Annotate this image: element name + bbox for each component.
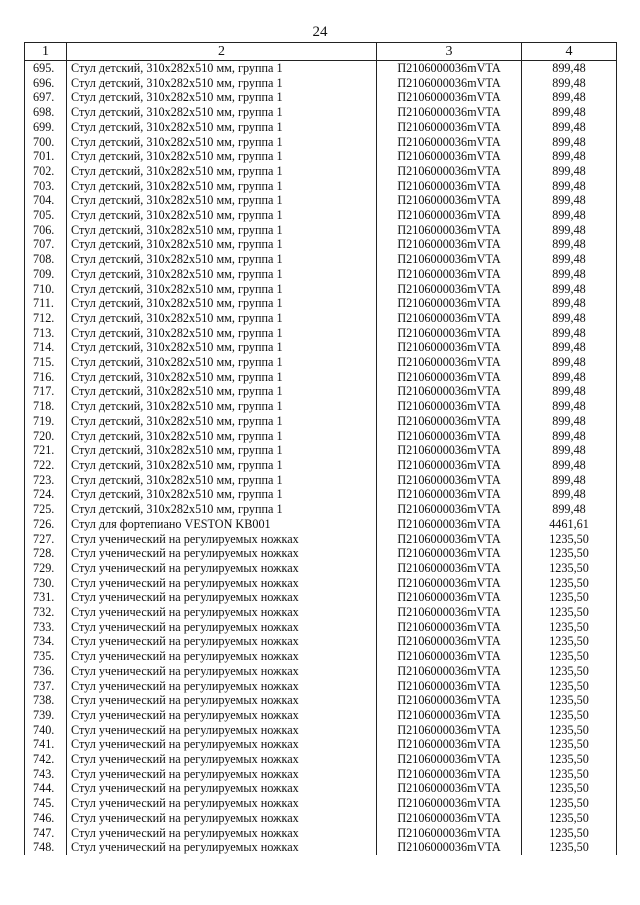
row-number: 705. — [25, 208, 67, 223]
item-name: Стул ученический на регулируемых ножках — [67, 723, 377, 738]
table-row — [25, 237, 617, 252]
table-row — [25, 120, 617, 135]
row-number: 698. — [25, 105, 67, 120]
table-row — [25, 634, 617, 649]
table-row — [25, 384, 617, 399]
table-row — [25, 664, 617, 679]
item-name: Стул детский, 310x282x510 мм, группа 1 — [67, 164, 377, 179]
item-name: Стул детский, 310x282x510 мм, группа 1 — [67, 487, 377, 502]
row-number: 706. — [25, 223, 67, 238]
table-row — [25, 105, 617, 120]
table-row — [25, 693, 617, 708]
inventory-code: П2106000036mVTA — [377, 252, 522, 267]
table-row — [25, 370, 617, 385]
inventory-code: П2106000036mVTA — [377, 767, 522, 782]
inventory-code: П2106000036mVTA — [377, 355, 522, 370]
item-price: 1235,50 — [522, 576, 617, 591]
table-row — [25, 179, 617, 194]
item-name: Стул детский, 310x282x510 мм, группа 1 — [67, 340, 377, 355]
column-header-code: 3 — [377, 43, 522, 61]
table-row — [25, 561, 617, 576]
row-number: 714. — [25, 340, 67, 355]
inventory-code: П2106000036mVTA — [377, 723, 522, 738]
inventory-code: П2106000036mVTA — [377, 473, 522, 488]
table-row — [25, 679, 617, 694]
item-price: 899,48 — [522, 355, 617, 370]
row-number: 746. — [25, 811, 67, 826]
row-number: 733. — [25, 620, 67, 635]
item-price: 1235,50 — [522, 679, 617, 694]
row-number: 743. — [25, 767, 67, 782]
inventory-code: П2106000036mVTA — [377, 561, 522, 576]
row-number: 729. — [25, 561, 67, 576]
inventory-code: П2106000036mVTA — [377, 605, 522, 620]
inventory-code: П2106000036mVTA — [377, 737, 522, 752]
inventory-code: П2106000036mVTA — [377, 649, 522, 664]
row-number: 747. — [25, 826, 67, 841]
table-row — [25, 164, 617, 179]
row-number: 725. — [25, 502, 67, 517]
row-number: 699. — [25, 120, 67, 135]
item-price: 1235,50 — [522, 590, 617, 605]
item-name: Стул ученический на регулируемых ножках — [67, 796, 377, 811]
inventory-code: П2106000036mVTA — [377, 76, 522, 91]
row-number: 713. — [25, 326, 67, 341]
table-row — [25, 458, 617, 473]
item-price: 1235,50 — [522, 796, 617, 811]
item-name: Стул детский, 310x282x510 мм, группа 1 — [67, 311, 377, 326]
item-name: Стул детский, 310x282x510 мм, группа 1 — [67, 267, 377, 282]
row-number: 742. — [25, 752, 67, 767]
item-name: Стул ученический на регулируемых ножках — [67, 605, 377, 620]
inventory-code: П2106000036mVTA — [377, 664, 522, 679]
inventory-code: П2106000036mVTA — [377, 149, 522, 164]
item-name: Стул ученический на регулируемых ножках — [67, 634, 377, 649]
row-number: 745. — [25, 796, 67, 811]
row-number: 703. — [25, 179, 67, 194]
item-price: 1235,50 — [522, 826, 617, 841]
table-row — [25, 135, 617, 150]
item-name: Стул детский, 310x282x510 мм, группа 1 — [67, 384, 377, 399]
item-price: 899,48 — [522, 414, 617, 429]
row-number: 728. — [25, 546, 67, 561]
row-number: 726. — [25, 517, 67, 532]
row-number: 730. — [25, 576, 67, 591]
item-name: Стул детский, 310x282x510 мм, группа 1 — [67, 237, 377, 252]
item-price: 1235,50 — [522, 561, 617, 576]
table-row — [25, 840, 617, 855]
inventory-code: П2106000036mVTA — [377, 90, 522, 105]
inventory-code: П2106000036mVTA — [377, 517, 522, 532]
row-number: 707. — [25, 237, 67, 252]
table-row — [25, 826, 617, 841]
inventory-code: П2106000036mVTA — [377, 532, 522, 547]
table-row — [25, 414, 617, 429]
item-name: Стул детский, 310x282x510 мм, группа 1 — [67, 149, 377, 164]
item-name: Стул ученический на регулируемых ножках — [67, 752, 377, 767]
item-name: Стул детский, 310x282x510 мм, группа 1 — [67, 443, 377, 458]
item-price: 899,48 — [522, 267, 617, 282]
item-price: 899,48 — [522, 120, 617, 135]
inventory-code: П2106000036mVTA — [377, 340, 522, 355]
table-row — [25, 532, 617, 547]
item-price: 899,48 — [522, 149, 617, 164]
item-price: 899,48 — [522, 429, 617, 444]
table-row — [25, 355, 617, 370]
item-name: Стул детский, 310x282x510 мм, группа 1 — [67, 135, 377, 150]
item-price: 899,48 — [522, 473, 617, 488]
table-row — [25, 576, 617, 591]
item-name: Стул ученический на регулируемых ножках — [67, 708, 377, 723]
item-name: Стул ученический на регулируемых ножках — [67, 693, 377, 708]
item-price: 899,48 — [522, 179, 617, 194]
item-price: 1235,50 — [522, 767, 617, 782]
table-row — [25, 723, 617, 738]
inventory-code: П2106000036mVTA — [377, 414, 522, 429]
inventory-code: П2106000036mVTA — [377, 384, 522, 399]
table-row — [25, 208, 617, 223]
row-number: 696. — [25, 76, 67, 91]
inventory-code: П2106000036mVTA — [377, 429, 522, 444]
row-number: 741. — [25, 737, 67, 752]
item-price: 899,48 — [522, 443, 617, 458]
inventory-code: П2106000036mVTA — [377, 326, 522, 341]
item-price: 899,48 — [522, 399, 617, 414]
item-price: 1235,50 — [522, 723, 617, 738]
table-row — [25, 326, 617, 341]
item-price: 899,48 — [522, 282, 617, 297]
inventory-code: П2106000036mVTA — [377, 193, 522, 208]
table-row — [25, 487, 617, 502]
table-row — [25, 781, 617, 796]
item-price: 899,48 — [522, 370, 617, 385]
item-name: Стул детский, 310x282x510 мм, группа 1 — [67, 120, 377, 135]
item-name: Стул детский, 310x282x510 мм, группа 1 — [67, 105, 377, 120]
row-number: 723. — [25, 473, 67, 488]
item-name: Стул ученический на регулируемых ножках — [67, 576, 377, 591]
item-name: Стул ученический на регулируемых ножках — [67, 811, 377, 826]
table-row — [25, 546, 617, 561]
table-row — [25, 340, 617, 355]
inventory-code: П2106000036mVTA — [377, 179, 522, 194]
table-row — [25, 90, 617, 105]
row-number: 732. — [25, 605, 67, 620]
item-price: 899,48 — [522, 458, 617, 473]
item-price: 899,48 — [522, 76, 617, 91]
item-price: 899,48 — [522, 384, 617, 399]
item-name: Стул детский, 310x282x510 мм, группа 1 — [67, 61, 377, 76]
item-price: 899,48 — [522, 311, 617, 326]
item-price: 1235,50 — [522, 840, 617, 855]
table-row — [25, 502, 617, 517]
item-name: Стул ученический на регулируемых ножках — [67, 840, 377, 855]
inventory-code: П2106000036mVTA — [377, 796, 522, 811]
inventory-code: П2106000036mVTA — [377, 399, 522, 414]
item-price: 899,48 — [522, 502, 617, 517]
inventory-code: П2106000036mVTA — [377, 296, 522, 311]
item-price: 899,48 — [522, 296, 617, 311]
row-number: 715. — [25, 355, 67, 370]
item-price: 1235,50 — [522, 737, 617, 752]
item-name: Стул ученический на регулируемых ножках — [67, 737, 377, 752]
item-name: Стул детский, 310x282x510 мм, группа 1 — [67, 473, 377, 488]
inventory-code: П2106000036mVTA — [377, 282, 522, 297]
item-name: Стул детский, 310x282x510 мм, группа 1 — [67, 326, 377, 341]
inventory-code: П2106000036mVTA — [377, 590, 522, 605]
table-row — [25, 767, 617, 782]
item-name: Стул детский, 310x282x510 мм, группа 1 — [67, 429, 377, 444]
table-row — [25, 296, 617, 311]
item-price: 1235,50 — [522, 620, 617, 635]
inventory-code: П2106000036mVTA — [377, 781, 522, 796]
table-row — [25, 223, 617, 238]
item-name: Стул ученический на регулируемых ножках — [67, 767, 377, 782]
item-name: Стул детский, 310x282x510 мм, группа 1 — [67, 414, 377, 429]
inventory-code: П2106000036mVTA — [377, 370, 522, 385]
item-name: Стул детский, 310x282x510 мм, группа 1 — [67, 76, 377, 91]
row-number: 717. — [25, 384, 67, 399]
item-price: 899,48 — [522, 340, 617, 355]
item-name: Стул для фортепиано VESTON KB001 — [67, 517, 377, 532]
inventory-code: П2106000036mVTA — [377, 840, 522, 855]
row-number: 697. — [25, 90, 67, 105]
inventory-code: П2106000036mVTA — [377, 164, 522, 179]
item-price: 1235,50 — [522, 649, 617, 664]
inventory-code: П2106000036mVTA — [377, 267, 522, 282]
page-number: 24 — [312, 24, 328, 40]
table-row — [25, 649, 617, 664]
item-name: Стул ученический на регулируемых ножках — [67, 546, 377, 561]
item-name: Стул ученический на регулируемых ножках — [67, 781, 377, 796]
item-name: Стул детский, 310x282x510 мм, группа 1 — [67, 193, 377, 208]
table-row — [25, 737, 617, 752]
item-price: 1235,50 — [522, 781, 617, 796]
row-number: 711. — [25, 296, 67, 311]
table-row — [25, 61, 617, 76]
item-name: Стул ученический на регулируемых ножках — [67, 620, 377, 635]
inventory-code: П2106000036mVTA — [377, 237, 522, 252]
table-row — [25, 811, 617, 826]
row-number: 744. — [25, 781, 67, 796]
row-number: 712. — [25, 311, 67, 326]
item-price: 1235,50 — [522, 532, 617, 547]
row-number: 748. — [25, 840, 67, 855]
item-price: 899,48 — [522, 326, 617, 341]
inventory-code: П2106000036mVTA — [377, 443, 522, 458]
item-name: Стул детский, 310x282x510 мм, группа 1 — [67, 370, 377, 385]
table-row — [25, 76, 617, 91]
table-row — [25, 252, 617, 267]
inventory-code: П2106000036mVTA — [377, 105, 522, 120]
item-name: Стул детский, 310x282x510 мм, группа 1 — [67, 355, 377, 370]
table-row — [25, 193, 617, 208]
inventory-code: П2106000036mVTA — [377, 120, 522, 135]
row-number: 702. — [25, 164, 67, 179]
row-number: 721. — [25, 443, 67, 458]
item-price: 1235,50 — [522, 811, 617, 826]
item-price: 899,48 — [522, 193, 617, 208]
item-price: 899,48 — [522, 487, 617, 502]
item-name: Стул ученический на регулируемых ножках — [67, 590, 377, 605]
row-number: 704. — [25, 193, 67, 208]
row-number: 738. — [25, 693, 67, 708]
table-body — [25, 61, 617, 855]
row-number: 708. — [25, 252, 67, 267]
row-number: 740. — [25, 723, 67, 738]
item-price: 899,48 — [522, 135, 617, 150]
inventory-code: П2106000036mVTA — [377, 135, 522, 150]
row-number: 701. — [25, 149, 67, 164]
row-number: 716. — [25, 370, 67, 385]
column-header-price: 4 — [522, 43, 617, 61]
item-name: Стул детский, 310x282x510 мм, группа 1 — [67, 458, 377, 473]
table-row — [25, 311, 617, 326]
inventory-code: П2106000036mVTA — [377, 826, 522, 841]
table-row — [25, 517, 617, 532]
row-number: 719. — [25, 414, 67, 429]
row-number: 734. — [25, 634, 67, 649]
inventory-code: П2106000036mVTA — [377, 502, 522, 517]
table-row — [25, 620, 617, 635]
row-number: 724. — [25, 487, 67, 502]
row-number: 735. — [25, 649, 67, 664]
table-row — [25, 796, 617, 811]
table-row — [25, 590, 617, 605]
item-price: 1235,50 — [522, 546, 617, 561]
item-price: 1235,50 — [522, 605, 617, 620]
item-price: 899,48 — [522, 90, 617, 105]
inventory-code: П2106000036mVTA — [377, 679, 522, 694]
table-row — [25, 605, 617, 620]
inventory-code: П2106000036mVTA — [377, 311, 522, 326]
item-price: 1235,50 — [522, 752, 617, 767]
item-price: 1235,50 — [522, 634, 617, 649]
item-name: Стул детский, 310x282x510 мм, группа 1 — [67, 223, 377, 238]
inventory-code: П2106000036mVTA — [377, 546, 522, 561]
row-number: 710. — [25, 282, 67, 297]
inventory-code: П2106000036mVTA — [377, 752, 522, 767]
item-name: Стул ученический на регулируемых ножках — [67, 649, 377, 664]
inventory-code: П2106000036mVTA — [377, 61, 522, 76]
item-name: Стул ученический на регулируемых ножках — [67, 532, 377, 547]
table-row — [25, 267, 617, 282]
item-price: 899,48 — [522, 237, 617, 252]
item-price: 899,48 — [522, 61, 617, 76]
row-number: 720. — [25, 429, 67, 444]
column-header-name: 2 — [67, 43, 377, 61]
item-name: Стул детский, 310x282x510 мм, группа 1 — [67, 502, 377, 517]
column-header-number: 1 — [25, 43, 67, 61]
item-name: Стул детский, 310x282x510 мм, группа 1 — [67, 208, 377, 223]
inventory-code: П2106000036mVTA — [377, 620, 522, 635]
item-price: 4461,61 — [522, 517, 617, 532]
row-number: 737. — [25, 679, 67, 694]
inventory-code: П2106000036mVTA — [377, 708, 522, 723]
item-name: Стул детский, 310x282x510 мм, группа 1 — [67, 282, 377, 297]
item-name: Стул детский, 310x282x510 мм, группа 1 — [67, 399, 377, 414]
inventory-code: П2106000036mVTA — [377, 634, 522, 649]
table-header-row — [25, 43, 617, 61]
item-name: Стул ученический на регулируемых ножках — [67, 679, 377, 694]
item-price: 1235,50 — [522, 693, 617, 708]
inventory-code: П2106000036mVTA — [377, 223, 522, 238]
item-name: Стул детский, 310x282x510 мм, группа 1 — [67, 296, 377, 311]
inventory-code: П2106000036mVTA — [377, 576, 522, 591]
item-name: Стул ученический на регулируемых ножках — [67, 664, 377, 679]
row-number: 700. — [25, 135, 67, 150]
item-name: Стул ученический на регулируемых ножках — [67, 561, 377, 576]
inventory-table — [24, 42, 617, 855]
row-number: 709. — [25, 267, 67, 282]
item-price: 899,48 — [522, 164, 617, 179]
inventory-code: П2106000036mVTA — [377, 208, 522, 223]
item-name: Стул детский, 310x282x510 мм, группа 1 — [67, 179, 377, 194]
item-name: Стул ученический на регулируемых ножках — [67, 826, 377, 841]
row-number: 722. — [25, 458, 67, 473]
item-name: Стул детский, 310x282x510 мм, группа 1 — [67, 252, 377, 267]
row-number: 718. — [25, 399, 67, 414]
table-row — [25, 149, 617, 164]
table-row — [25, 282, 617, 297]
inventory-code: П2106000036mVTA — [377, 693, 522, 708]
item-price: 899,48 — [522, 208, 617, 223]
table-row — [25, 752, 617, 767]
table-row — [25, 473, 617, 488]
item-price: 899,48 — [522, 223, 617, 238]
item-price: 899,48 — [522, 105, 617, 120]
row-number: 736. — [25, 664, 67, 679]
row-number: 727. — [25, 532, 67, 547]
inventory-code: П2106000036mVTA — [377, 458, 522, 473]
table-row — [25, 708, 617, 723]
item-price: 899,48 — [522, 252, 617, 267]
row-number: 695. — [25, 61, 67, 76]
item-price: 1235,50 — [522, 664, 617, 679]
table-row — [25, 399, 617, 414]
table-row — [25, 443, 617, 458]
table-row — [25, 429, 617, 444]
inventory-code: П2106000036mVTA — [377, 487, 522, 502]
item-name: Стул детский, 310x282x510 мм, группа 1 — [67, 90, 377, 105]
row-number: 739. — [25, 708, 67, 723]
inventory-code: П2106000036mVTA — [377, 811, 522, 826]
row-number: 731. — [25, 590, 67, 605]
item-price: 1235,50 — [522, 708, 617, 723]
